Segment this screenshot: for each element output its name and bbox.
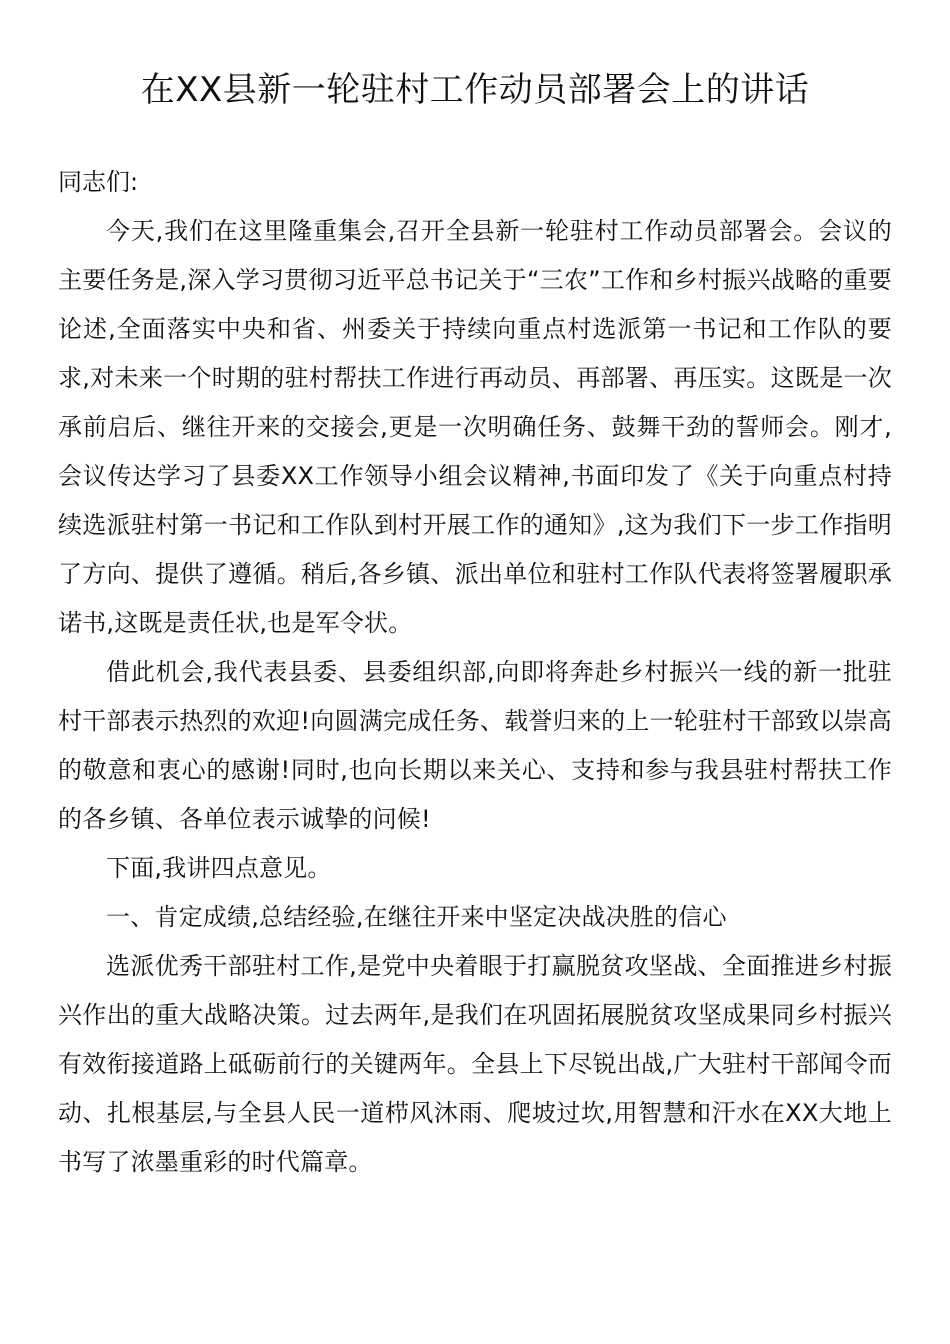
document-title: 在XX县新一轮驻村工作动员部署会上的讲话 [140, 70, 810, 110]
section-heading-one: 一、肯定成绩,总结经验,在继往开来中坚定决战决胜的信心 [106, 903, 727, 931]
salutation: 同志们: [58, 168, 139, 196]
paragraph-intro-points: 下面,我讲四点意见。 [106, 854, 332, 882]
paragraph-section-one: 选派优秀干部驻村工作,是党中央着眼于打赢脱贫攻坚战、全面推进乡村振兴作出的重大战略决策。过去两年,是我们在巩固拓展脱贫攻坚成果同乡村振兴有效衔接道路上砥砺前行的关键两年。全县上下尽锐出战,广大驻村干部闻令而动、扎根基层,与全县人民一道栉风沐雨、爬坡过坎,用智慧和汗水在XX大地上书写了浓墨重彩的时代篇章。 [58, 952, 892, 1176]
paragraph-welcome: 借此机会,我代表县委、县委组织部,向即将奔赴乡村振兴一线的新一批驻村干部表示热烈的欢迎!向圆满完成任务、载誉归来的上一轮驻村干部致以崇高的敬意和衷心的感谢!同时,也向长期以来关心、支持和参与我县驻村帮扶工作的各乡镇、各单位表示诚挚的问候! [58, 658, 892, 833]
paragraph-opening: 今天,我们在这里隆重集会,召开全县新一轮驻村工作动员部署会。会议的主要任务是,深入学习贯彻习近平总书记关于“三农”工作和乡村振兴战略的重要论述,全面落实中央和省、州委关于持续向重点村选派第一书记和工作队的要求,对未来一个时期的驻村帮扶工作进行再动员、再部署、再压实。这既是一次承前启后、继往开来的交接会,更是一次明确任务、鼓舞干劲的誓师会。刚才,会议传达学习了县委XX工作领导小组会议精神,书面印发了《关于向重点村持续选派驻村第一书记和工作队到村开展工作的通知》,这为我们下一步工作指明了方向、提供了遵循。稍后,各乡镇、派出单位和驻村工作队代表将签署履职承诺书,这既是责任状,也是军令状。 [58, 217, 892, 637]
